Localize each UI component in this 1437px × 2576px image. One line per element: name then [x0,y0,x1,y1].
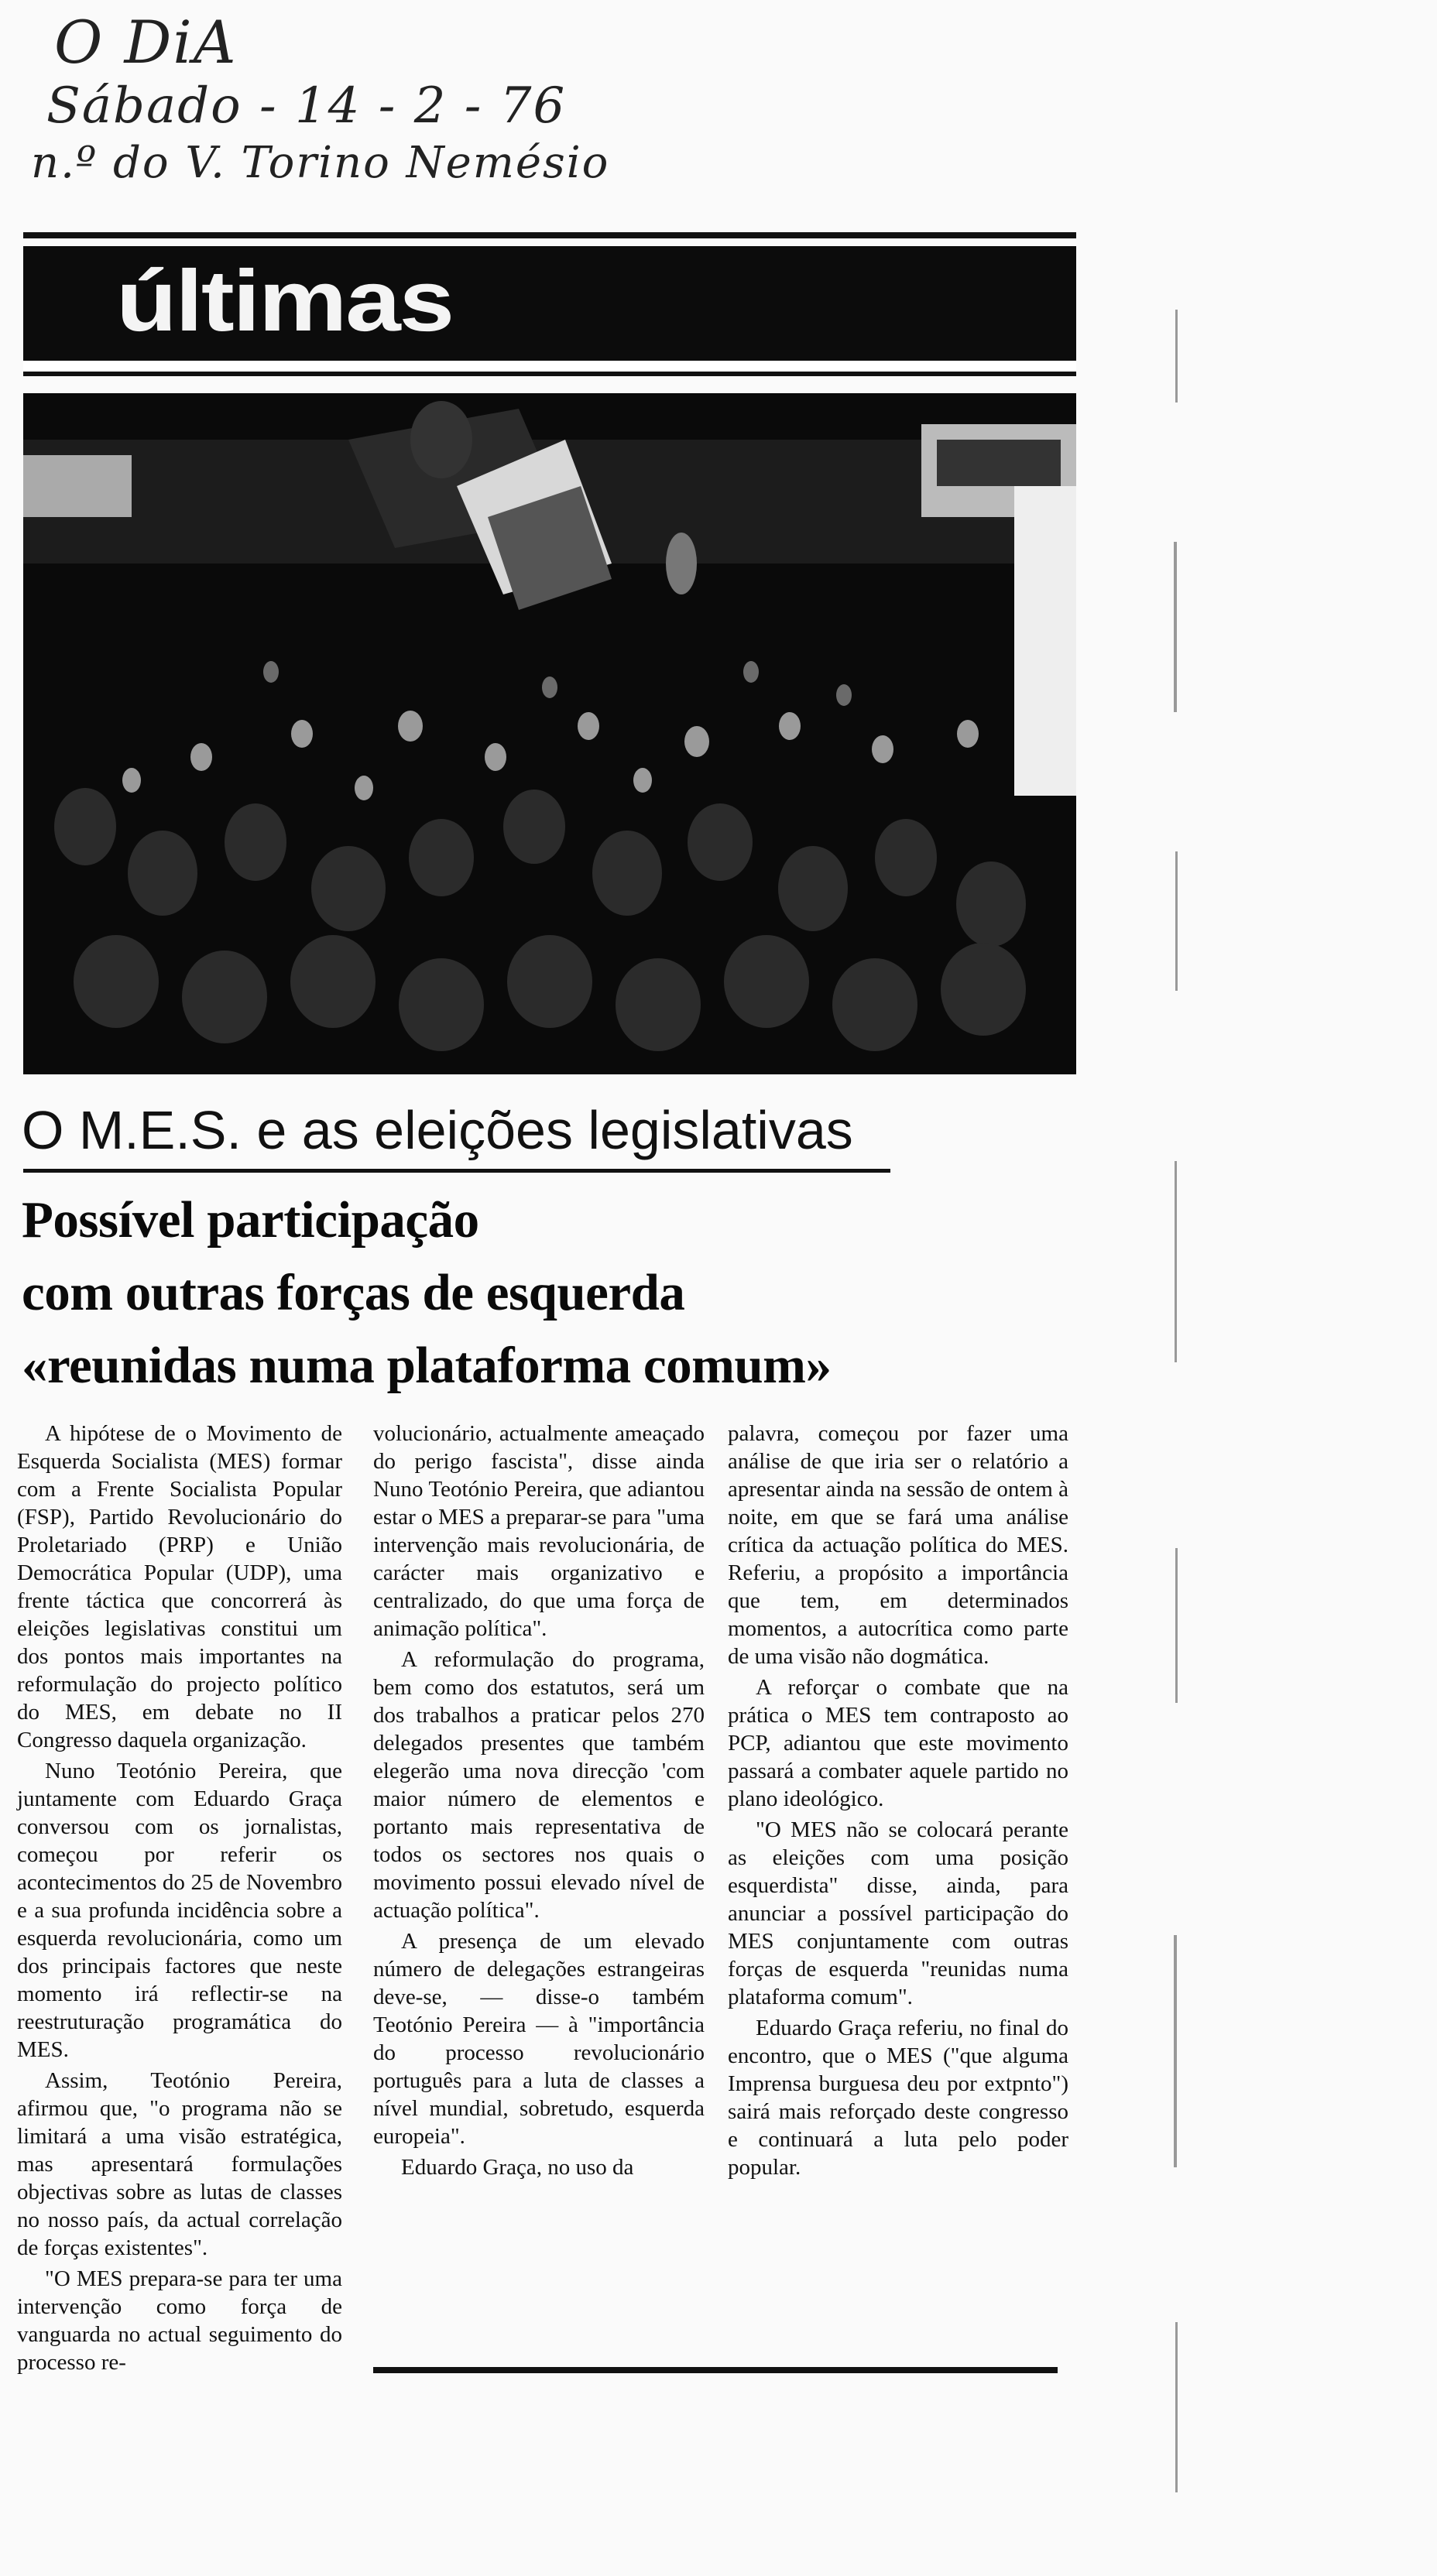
headline-line-2: com outras forças de esquerda [22,1264,685,1321]
kicker-underline [23,1169,890,1173]
paragraph: A presença de um elevado número de delegações estrangeiras deve-se, — disse-o também Teotónio Pereira — à "importância do processo revolucionário português para a luta de classes a nível mundial, sobretudo, esquerda europeia". [373,1929,705,2149]
paragraph: Eduardo Graça referiu, no final do encontro, que o MES ("que alguma Imprensa burguesa deu por extpnto") sairá mais reforçado deste congresso e continuará a luta pelo poder popular. [728,2016,1068,2180]
handwritten-newspaper-name: O DiA [54,8,238,77]
top-rule [23,232,1076,238]
paragraph: "O MES não se colocará perante as eleições com uma posição esquerdista" disse, ainda, para anunciar a possível participação do MES conjuntamente com outras forças de esquerda "reunidas numa plataforma comum". [728,1817,1068,2009]
paragraph: volucionário, actualmente ameaçado do perigo fascista", disse ainda Nuno Teotónio Pereira, que adiantou estar o MES a preparar-se para "uma intervenção mais revolucionária, de carácter mais organizativo e centralizado, do que uma força de animação política". [373,1421,705,1641]
article-end-rule [373,2367,1058,2373]
article-column-1 [17,1420,342,2379]
section-banner [23,246,1076,361]
crowd-photo [23,393,1076,1074]
article-column-2 [373,1420,705,2184]
article-kicker: O M.E.S. e as eleições legislativas [22,1100,853,1160]
handwritten-note: n.º do V. Torino Nemésio [31,138,610,188]
paragraph: Assim, Teotónio Pereira, afirmou que, "o programa não se limitará a uma visão estratégica, mas apresentará formulações objectivas sobre as lutas de classes no nosso país, da actual correlação de forças existentes". [17,2068,342,2260]
crowd-photo-icon [23,393,1076,1074]
paragraph: A hipótese de o Movimento de Esquerda Socialista (MES) formar com a Frente Socialista Popular (FSP), Partido Revolucionário do Proletariado (PRP) e União Democrática Popular (UDP), uma frente táctica que concorrerá às eleições legislativas constitui um dos pontos mais importantes na reformulação do projecto político do MES, em debate no II Congresso daquela organização. [17,1421,342,1752]
paragraph: Nuno Teotónio Pereira, que juntamente com Eduardo Graça conversou com os jornalistas, começou por referir os acontecimentos do 25 de Novembro e a sua profunda incidência sobre a esquerda revolucionária, como um dos principais factores que neste momento irá reflectir-se na reestruturação programática do MES. [17,1759,342,2062]
paragraph: A reformulação do programa, bem como dos estatutos, será um dos trabalhos a praticar pelos 270 delegados presentes que também elegerão uma nova direcção 'com maior número de elementos e portanto mais representativa de todos os sectores nos quais o movimento possui elevado nível de actuação política". [373,1647,705,1923]
scan-margin-marks [1169,310,1185,2554]
handwritten-date: Sábado - 14 - 2 - 76 [46,77,567,135]
banner-underline [23,361,1076,376]
section-title: últimas [116,252,453,349]
article-column-3 [728,1420,1068,2184]
paragraph: palavra, começou por fazer uma análise de que iria ser o relatório a apresentar ainda na sessão de ontem à noite, em que se fará uma análise crítica da actuação política do MES. Referiu, a propósito a importância que tem, em determinados momentos, a autocrítica como parte de uma visão não dogmática. [728,1421,1068,1669]
paragraph: Eduardo Graça, no uso da [401,2155,634,2180]
paragraph: A reforçar o combate que na prática o MES tem contraposto ao PCP, adiantou que este movimento passará a combater aquele partido no plano ideológico. [728,1675,1068,1811]
paragraph: "O MES prepara-se para ter uma intervenção como força de vanguarda no actual seguimento do processo re- [17,2266,342,2375]
headline-line-3: «reunidas numa plataforma comum» [22,1337,832,1394]
headline-line-1: Possível participação [22,1191,479,1249]
